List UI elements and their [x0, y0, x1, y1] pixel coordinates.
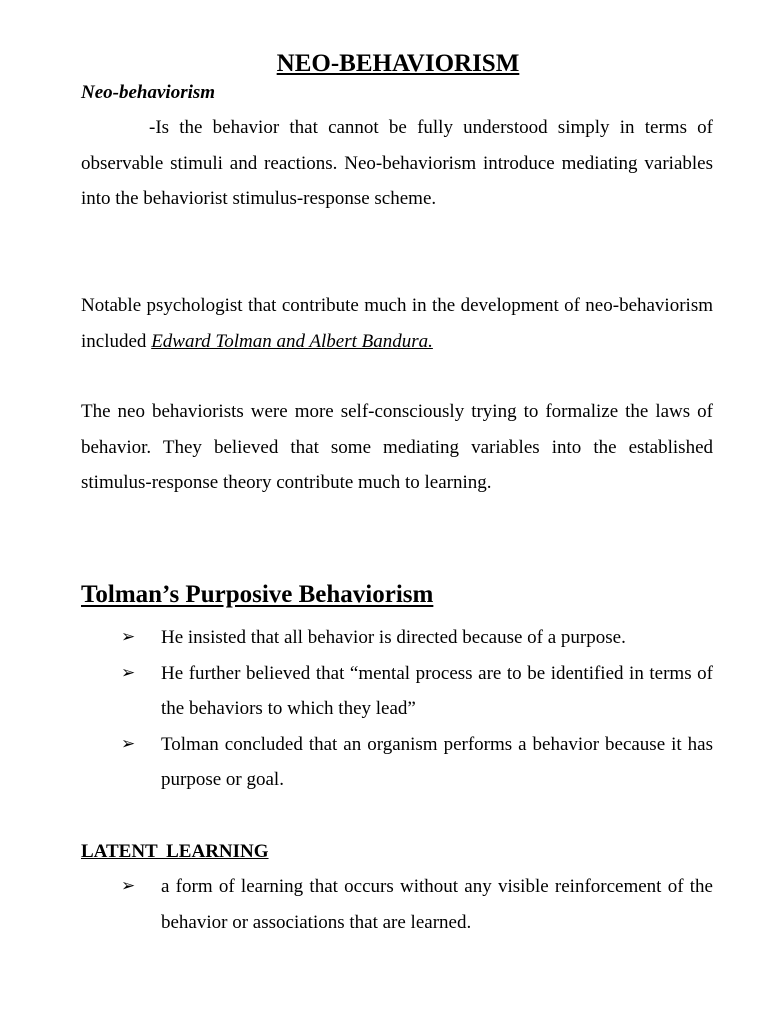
arrow-bullet-icon: ➢: [121, 733, 136, 754]
list-item: [121, 620, 713, 656]
definition-paragraph: -Is the behavior that cannot be fully understood simply in terms of observable stimuli and reactions. Neo-behaviorism introduce mediating variables into the behaviorist stimulus-response scheme.: [81, 117, 713, 210]
latent-bullet-list: [121, 869, 713, 940]
list-item: [121, 727, 713, 798]
page-title: NEO-BEHAVIORISM: [276, 50, 520, 77]
list-item: [121, 869, 713, 940]
notable-names: Edward Tolman and Albert Bandura.: [151, 330, 433, 352]
arrow-bullet-icon: ➢: [121, 627, 136, 647]
latent-learning-heading: LATENT LEARNING: [81, 841, 269, 862]
list-item-text: He insisted that all behavior is directed because of a purpose.: [161, 627, 626, 648]
neo-behaviorists-paragraph: The neo behaviorists were more self-consciously trying to formalize the laws of behavior. They believed that some mediating variables into the established stimulus-response theory contribute much to learning.: [81, 401, 713, 494]
list-item: [121, 656, 713, 727]
arrow-bullet-icon: ➢: [121, 662, 136, 683]
tolman-bullet-list: [121, 620, 713, 798]
list-item-text: a form of learning that occurs without any visible reinforcement of the behavior or associations that are learned.: [161, 876, 713, 933]
notable-psychologists-text: Notable psychologist that contribute much in the development of neo-behaviorism included: [81, 295, 713, 352]
section-heading-tolman: Tolman’s Purposive Behaviorism: [81, 581, 434, 608]
arrow-bullet-icon: ➢: [121, 876, 136, 896]
list-item-text: Tolman concluded that an organism performs a behavior because it has purpose or goal.: [161, 733, 713, 791]
list-item-text: He further believed that “mental process are to be identified in terms of the behaviors to which they lead”: [161, 662, 713, 720]
subtitle: Neo-behaviorism: [81, 82, 216, 103]
notable-psychologists-paragraph: [81, 288, 713, 359]
